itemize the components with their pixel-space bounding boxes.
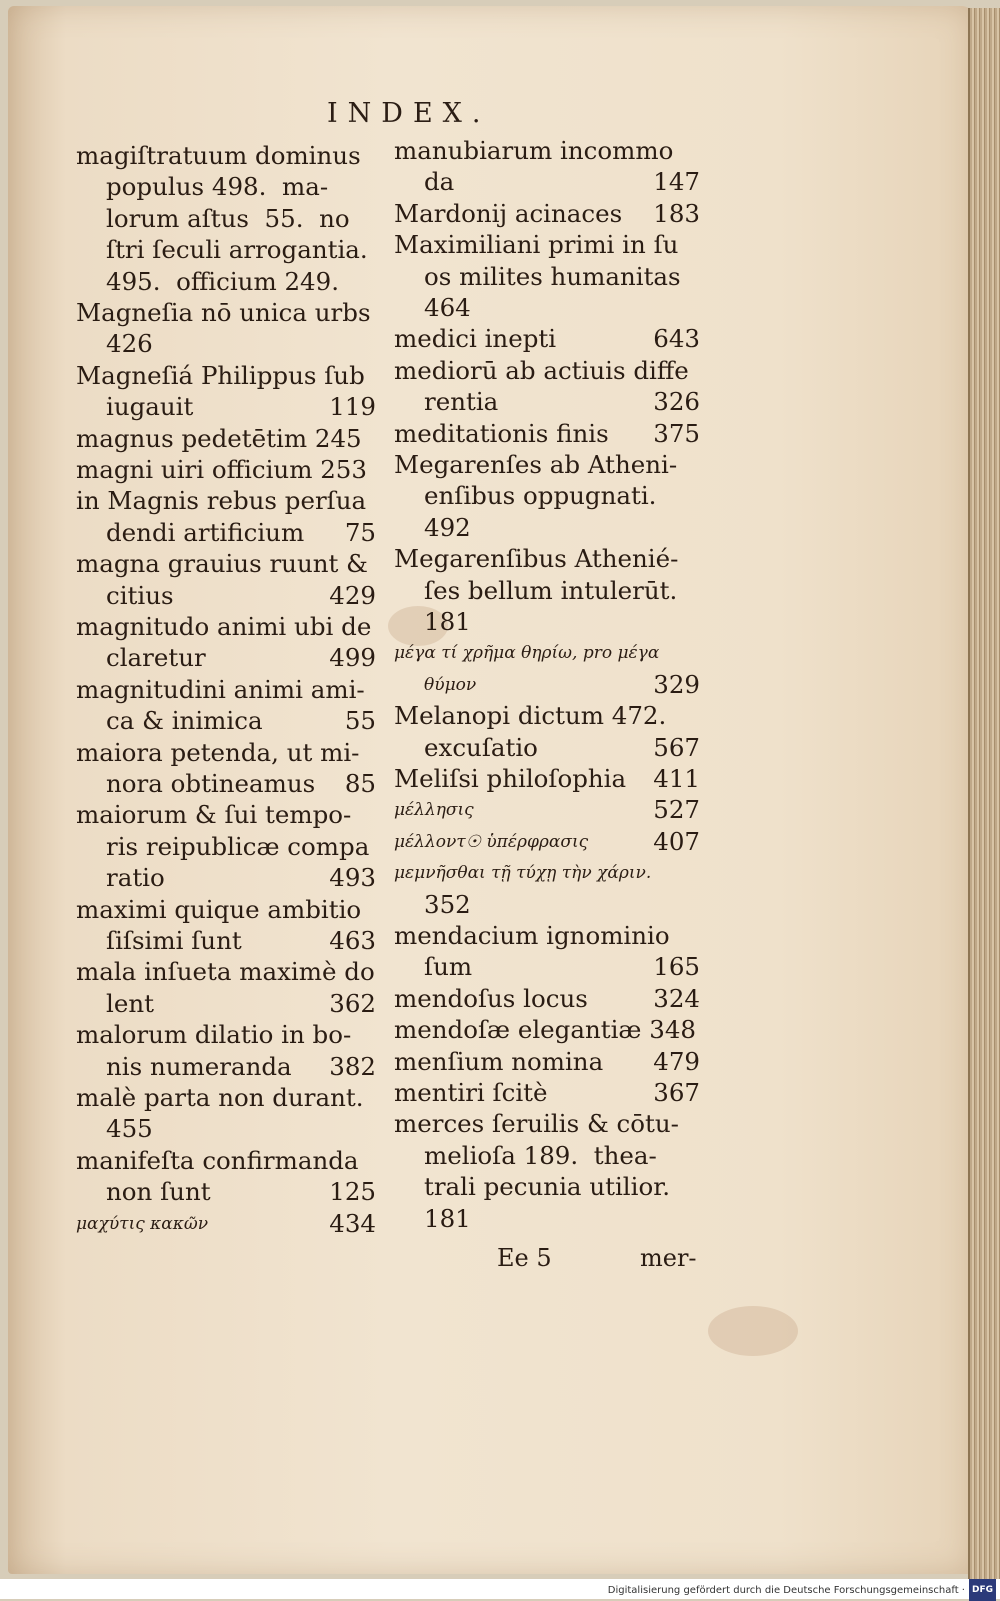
index-entry-text: mediorū ab actiuis diffe [394,355,689,385]
index-entry-text: ratio [106,863,165,893]
index-entry-text: Maximiliani primi in ſu [394,230,679,260]
index-entry-text: θύμον [424,674,477,695]
index-page-number: 499 [329,643,376,673]
index-entry-text: magnitudo animi ubi de [76,612,372,641]
index-entry-text: nora obtineamus [106,769,316,798]
index-entry-text: lorum aſtus 55. no [106,203,350,233]
index-entry-text: magni uiri officium 253 [76,455,367,484]
index-entry-text: lent [106,988,154,1018]
credit-text: Digitalisierung gefördert durch die Deutsche Forschungsgemeinschaft · [607,1585,965,1596]
index-entry-text: 181 [424,1203,471,1233]
index-entry-text: μεμνῆσθαι τῇ τύχῃ τὴν χάριν. [394,863,652,884]
index-entry-text: manubiarum incommo [394,136,674,165]
index-page-number: 375 [653,418,700,448]
index-entry-text: citius [106,580,174,610]
index-page-number: 55 [344,706,376,736]
index-page-number: 125 [329,1177,376,1207]
index-entry-text: 492 [424,512,471,542]
index-entry-text: mendoſus locus [394,983,588,1013]
page-edges [968,8,1000,1588]
index-entry-text: populus 498. ma- [106,172,329,202]
index-page-number: 326 [653,387,700,417]
index-page-number: 411 [653,764,700,793]
index-entry-text: Melanopi dictum 472. [394,701,667,731]
index-page-number: 75 [344,517,376,547]
index-entry-text: mendoſæ elegantiæ 348 [394,1015,696,1045]
stain [708,1306,798,1356]
index-page-number: 324 [653,983,700,1013]
index-entry-text: magnus pedetētim 245 [76,423,362,453]
page-header: INDEX. [327,98,491,129]
index-entry-text: excuſatio [424,732,538,762]
index-entry-text: enſibus oppugnati. [424,481,657,511]
index-entry-text: 464 [424,293,471,322]
index-entry-text: 455 [106,1114,153,1144]
index-entry-text: maiora petenda, ut mi- [76,737,360,767]
index-page-number: 429 [329,580,376,610]
index-page-number: 183 [653,198,700,228]
index-entry-text: Megarenſes ab Atheni- [394,450,678,479]
index-entry-text: magna grauius ruunt & [76,549,368,579]
index-entry-text: nis numeranda [106,1051,292,1081]
index-entry-text: μαχύτις κακῶν [76,1213,209,1234]
index-page-number: 407 [653,826,700,856]
index-page-number: 119 [329,392,376,422]
index-page-number: 382 [329,1051,376,1081]
index-entry-text: 426 [106,329,153,359]
index-page-number: 643 [653,324,700,354]
index-entry-text: menſium nomina [394,1046,604,1076]
index-entry-text: ca & inimica [106,706,263,736]
index-entry-text: trali pecunia utilior. [424,1172,671,1202]
index-page-number: 165 [653,952,700,982]
index-entry-text: malorum dilatio in bo- [76,1020,352,1050]
index-entry-text: mala inſueta maximè do [76,957,375,987]
index-entry-text: Magneſia nō unica urbs [76,298,371,327]
index-page-number: 147 [653,167,700,197]
index-entry-text: medici inepti [394,324,557,354]
index-entry-text: 495. officium 249. [106,266,340,296]
index-entry-text: ſiſsimi ſunt [106,926,242,955]
index-entry-text: merces ſeruilis & cōtu- [394,1109,679,1139]
index-entry-text: μέλλοντ☉ ὑπέρφρασις [394,831,589,852]
index-page-number: 463 [329,926,376,955]
signature-mark: Ee 5 [497,1244,552,1272]
index-entry-text: mendacium ignominio [394,921,670,950]
index-entry-text: ris reipublicæ compa [106,831,370,861]
index-entry-text: melioſa 189. thea- [424,1140,657,1170]
index-entry-text: Megarenſibus Athenié- [394,544,679,574]
index-entry-text: Magneſiá Philippus ſub [76,360,365,390]
digitization-credit [0,1579,1000,1599]
index-entry-text: Meliſsi philoſophia [394,764,627,793]
catchword: mer- [640,1244,697,1272]
index-entry-text: meditationis finis [394,418,609,448]
index-page-number: 434 [329,1208,376,1238]
index-page-number: 479 [653,1046,700,1076]
index-page-number: 85 [344,769,376,798]
index-entry-text: ſtri ſeculi arrogantia. [106,235,368,265]
index-entry-text: in Magnis rebus perſua [76,486,367,516]
index-page-number: 527 [653,795,700,825]
index-entry-text: iugauit [106,392,194,422]
index-page-number: 493 [329,863,376,893]
index-entry-text: da [424,167,455,197]
index-page-number: 329 [653,669,700,699]
index-entry-text: maximi quique ambitio [76,894,362,924]
index-entry-text: maiorum & ſui tempo- [76,800,352,830]
index-entry-text: malè parta non durant. [76,1083,364,1112]
dfg-logo: DFG [969,1579,996,1601]
index-entry-text: μέγα τί χρῆμα θηρίω, pro μέγα [394,643,660,664]
index-entry-text: ſum [424,952,473,982]
index-entry-text: claretur [106,643,206,673]
index-entry-text: magnitudini animi ami- [76,674,365,704]
index-entry-text: non ſunt [106,1177,211,1207]
index-entry-text: manifeſta confirmanda [76,1145,359,1175]
index-entry-text: μέλλησις [394,800,474,821]
index-entry-text: Mardonij acinaces [394,198,623,228]
index-page-number: 362 [329,988,376,1018]
index-entry-text: 181 [424,607,471,636]
index-entry-text: mentiri ſcitè [394,1078,548,1107]
index-entry-text: rentia [424,387,499,417]
index-page-number: 567 [653,732,700,762]
index-entry-text: 352 [424,889,471,919]
index-entry-text: dendi artificium [106,517,305,547]
index-entry-text: os milites humanitas [424,261,681,291]
index-page-number: 367 [653,1078,700,1107]
index-entry-text: ſes bellum intulerūt. [424,575,678,605]
index-entry-text: magiſtratuum dominus [76,141,361,170]
